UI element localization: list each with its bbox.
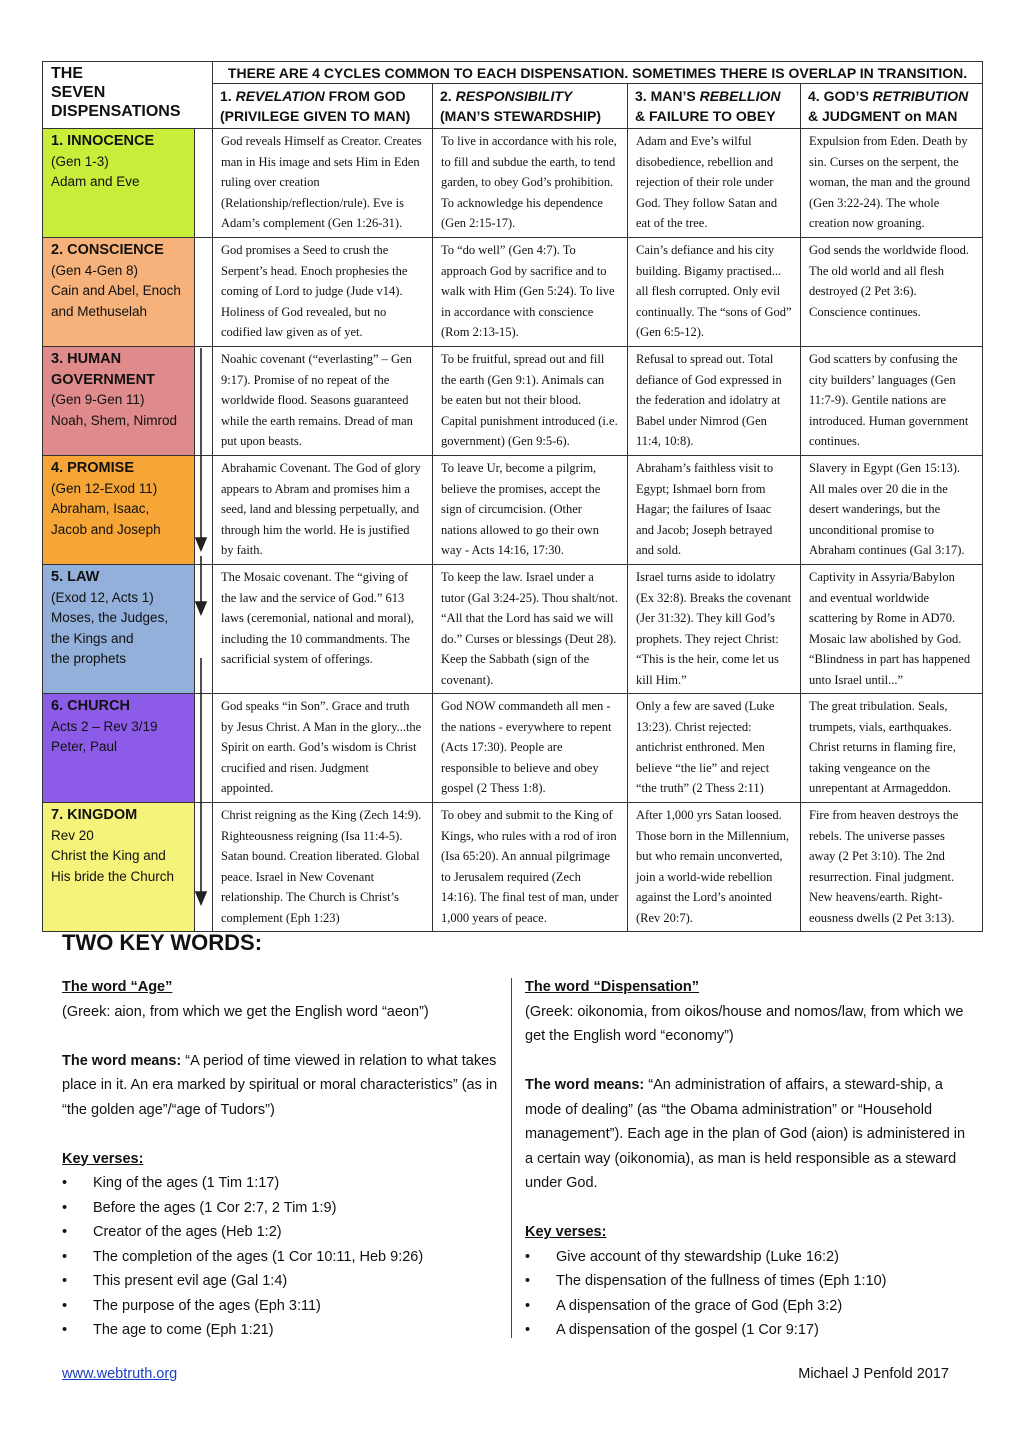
column-header-suffix: FROM GOD — [324, 88, 406, 104]
dispensation-detail: Noah, Shem, Nimrod — [51, 412, 178, 428]
dispensation-label — [43, 238, 195, 347]
dispensation-greek: (Greek: oikonomia, from oikos/house and nomos/law, from which we get the English word “economy”) — [525, 1003, 964, 1044]
dispensation-label — [43, 456, 195, 565]
arrow-head-1 — [196, 538, 206, 550]
column-header-title — [440, 86, 620, 106]
dispensation-name: 2. CONSCIENCE — [51, 242, 164, 258]
cycle-cell: The Mosaic covenant. The “giving of the law and the service of God.” 613 laws (ceremonial, national and moral), including the 10 commandments. The sacrificial system of offerings. — [213, 565, 433, 694]
table-corner-title — [43, 62, 213, 129]
dispensation-detail: Jacob and Joseph — [51, 521, 161, 537]
dispensation-row — [43, 694, 983, 803]
arrow-head-2 — [196, 602, 206, 614]
dispensation-label — [43, 347, 195, 456]
cycle-cell: To keep the law. Israel under a tutor (Gal 3:24-25). Thou shalt/not. “All that the Lord has said we will do.” Curses or blessings (Deut 28). Keep the Sabbath (sign of the covenant). — [433, 565, 628, 694]
key-verse-item: • The completion of the ages (1 Cor 10:11, Heb 9:26) — [62, 1245, 502, 1270]
dispensation-label — [43, 129, 195, 238]
dispensation-means — [525, 1073, 975, 1196]
dispensation-label — [43, 565, 195, 694]
arrow-gutter — [195, 238, 213, 347]
cycle-cell: Abrahamic Covenant. The God of glory appears to Abram and promises him a seed, land and blessing perpetually, and through him the world. He is justified by faith. — [213, 456, 433, 565]
website-link[interactable]: www.webtruth.org — [62, 1366, 178, 1382]
dispensation-detail: (Gen 4-Gen 8) — [51, 262, 139, 278]
column-header-3 — [628, 84, 801, 129]
column-header-keyword: RETRIBUTION — [872, 88, 969, 104]
cycle-cell: To leave Ur, become a pilgrim, believe the promises, accept the sign of circumcision. (Other nations allowed to go their own way - Acts 14:16, 17:30. — [433, 456, 628, 565]
dispensation-row — [43, 238, 983, 347]
column-header-keyword: REVELATION — [235, 88, 325, 104]
column-header-title — [808, 86, 975, 106]
dispensation-label — [43, 803, 195, 932]
dispensation-detail: Christ the King and — [51, 848, 166, 863]
corner-line-1: THE — [51, 65, 83, 82]
dispensation-detail: and Methuselah — [51, 303, 148, 319]
dispensation-row — [43, 347, 983, 456]
column-header-subtitle: (MAN’S STEWARDSHIP) — [440, 108, 601, 124]
dispensation-detail: the prophets — [51, 651, 127, 666]
cycle-cell: God scatters by confusing the city builders’ languages (Gen 11:7-9). Gentile nations are introduced. Human government continues. — [801, 347, 983, 456]
key-verse-item: • The age to come (Eph 1:21) — [62, 1318, 502, 1343]
dispensation-verses-list — [525, 1245, 975, 1343]
arrow-gutter — [195, 129, 213, 238]
cycle-cell: God NOW commandeth all men - the nations - everywhere to repent (Acts 17:30). People are responsible to believe and obey gospel (2 Thess 1:8). — [433, 694, 628, 803]
key-verse-item: • Give account of thy stewardship (Luke 16:2) — [525, 1245, 975, 1270]
cycle-cell: Expulsion from Eden. Death by sin. Curses on the serpent, the woman, the man and the ground (Gen 3:22-24). The whole creation now groaning. — [801, 129, 983, 238]
dispensation-detail: Acts 2 – Rev 3/19 — [51, 718, 158, 734]
cycle-cell: Only a few are saved (Luke 13:23). Christ rejected: antichrist enthroned. Men believe “the lie” and reject “the truth” (2 Thess 2:11) — [628, 694, 801, 803]
dispensation-name: 7. KINGDOM — [51, 807, 138, 823]
column-header-1 — [213, 84, 433, 129]
key-verse-item: • A dispensation of the gospel (1 Cor 9:17) — [525, 1318, 975, 1343]
column-header-subtitle: & JUDGMENT on MAN — [808, 108, 958, 124]
key-verse-item: • The dispensation of the fullness of times (Eph 1:10) — [525, 1269, 975, 1294]
dispensation-detail: Cain and Abel, Enoch — [51, 283, 181, 298]
dispensation-label — [43, 694, 195, 803]
dispensation-detail: His bride the Church — [51, 868, 175, 884]
key-verse-item: • The purpose of the ages (Eph 3:11) — [62, 1294, 502, 1319]
age-means-text: “A period of time viewed in relation to what takes place in it. An era marked by spiritual or moral characteristics” (as in “the golden age”/“age of Tudors”) — [62, 1052, 498, 1118]
dispensation-detail: Moses, the Judges, — [51, 610, 169, 625]
column-header-title — [635, 86, 793, 106]
cycle-cell: Fire from heaven destroys the rebels. The universe passes away (2 Pet 3:10). The 2nd resurrection. Final judgment. New heavens/earth. Right-eousness dwells (2 Pet 3:13). — [801, 803, 983, 932]
dispensation-name: 4. PROMISE — [51, 460, 134, 476]
cycle-cell: God sends the worldwide flood. The old world and all flesh destroyed (2 Pet 3:6). Conscience continues. — [801, 238, 983, 347]
dispensation-column — [525, 975, 975, 1343]
dispensation-detail: (Gen 9-Gen 11) — [51, 392, 145, 407]
dispensation-detail: Rev 20 — [51, 827, 94, 843]
dispensation-name: 6. CHURCH — [51, 698, 130, 714]
key-verse-item: • King of the ages (1 Tim 1:17) — [62, 1171, 502, 1196]
cycle-cell: Cain’s defiance and his city building. Bigamy practised... all flesh corrupted. Only evil continually. The “sons of God” (Gen 6:5-12). — [628, 238, 801, 347]
cycle-cell: To obey and submit to the King of Kings, who rules with a rod of iron (Isa 65:20). An annual pilgrimage to Jerusalem required (Zech 14:16). The final test of man, under 1,000 years of peace. — [433, 803, 628, 932]
cycle-cell: Refusal to spread out. Total defiance of God expressed in the federation and idolatry at Babel under Nimrod (Gen 11:4, 10:8). — [628, 347, 801, 456]
key-verse-item: • This present evil age (Gal 1:4) — [62, 1269, 502, 1294]
arrow-head-3 — [196, 892, 206, 904]
key-verse-item: • Before the ages (1 Cor 2:7, 2 Tim 1:9) — [62, 1196, 502, 1221]
corner-line-2: SEVEN — [51, 84, 106, 101]
cycle-cell: God promises a Seed to crush the Serpent’s head. Enoch prophesies the coming of Lord to judge (Jude v14). Holiness of God revealed, but no codified law given as of yet. — [213, 238, 433, 347]
dispensation-verses-label: Key verses: — [525, 1224, 607, 1240]
dispensation-heading: The word “Dispensation” — [525, 979, 700, 995]
age-means-label: The word means: — [62, 1052, 182, 1069]
column-header-subtitle: (PRIVILEGE GIVEN TO MAN) — [220, 108, 411, 124]
dispensation-name: 1. INNOCENCE — [51, 133, 155, 149]
cycle-cell: Christ reigning as the King (Zech 14:9). Righteousness reigning (Isa 11:4-5). Satan bound. Creation liberated. Global peace. Israel in New Covenant relationship. The Church is Christ’s complement (Eph 1:23) — [213, 803, 433, 932]
dispensation-row — [43, 565, 983, 694]
age-column — [62, 975, 502, 1343]
column-header-prefix: 2. — [440, 88, 456, 104]
cycle-cell: Israel turns aside to idolatry (Ex 32:8). Breaks the covenant (Jer 31:32). They kill God’s prophets. They reject Christ: “This is the heir, come let us kill Him.” — [628, 565, 801, 694]
age-verses-list — [62, 1171, 502, 1343]
column-header-4 — [801, 84, 983, 129]
dispensation-row — [43, 456, 983, 565]
column-header-keyword: REBELLION — [699, 88, 781, 104]
cycle-cell: To “do well” (Gen 4:7). To approach God by sacrifice and to walk with Him (Gen 5:24). To live in accordance with conscience (Rom 2:13-15). — [433, 238, 628, 347]
key-words-title: TWO KEY WORDS: — [62, 930, 263, 955]
cycle-cell: Captivity in Assyria/Babylon and eventual worldwide scattering by Rome in AD70. Mosaic law abolished by God. “Blindness in part has happened unto Israel until...” — [801, 565, 983, 694]
cycle-cell: Slavery in Egypt (Gen 15:13). All males over 20 die in the desert wanderings, but the unconditional promise to Abraham continues (Gal 3:17). — [801, 456, 983, 565]
dispensation-detail: (Gen 1-3) — [51, 153, 109, 169]
dispensation-row — [43, 129, 983, 238]
dispensation-detail: Peter, Paul — [51, 739, 118, 754]
author-credit: Michael J Penfold 2017 — [798, 1366, 949, 1382]
dispensations-table — [42, 61, 983, 932]
column-header-title — [220, 86, 425, 106]
dispensation-means-text: “An administration of affairs, a steward-ship, a mode of dealing” (as “the Obama administration” or “Household management”). Each age in the plan of God (aion) is administered in a certain way (oikonomia), as man is held responsible as a steward under God. — [525, 1077, 966, 1191]
column-divider — [511, 978, 512, 1338]
column-header-subtitle: & FAILURE TO OBEY — [635, 108, 776, 124]
column-header-2 — [433, 84, 628, 129]
column-header-prefix: 4. GOD’S — [808, 88, 873, 104]
column-header-prefix: 3. MAN’S — [635, 88, 700, 104]
dispensation-row — [43, 803, 983, 932]
dispensation-detail: (Gen 12-Exod 11) — [51, 480, 158, 496]
cycle-cell: Abraham’s faithless visit to Egypt; Ishmael born from Hagar; the failures of Isaac and Jacob; Joseph betrayed and sold. — [628, 456, 801, 565]
column-header-prefix: 1. — [220, 88, 236, 104]
cycle-cell: The great tribulation. Seals, trumpets, vials, earthquakes. Christ returns in flaming fire, taking vengeance on the unrepentant at Armageddon. — [801, 694, 983, 803]
cycle-cell: To live in accordance with his role, to fill and subdue the earth, to tend garden, to obey God’s prohibition. To acknowledge his dependence (Gen 2:15-17). — [433, 129, 628, 238]
column-header-keyword: RESPONSIBILITY — [455, 88, 573, 104]
dispensation-detail: Abraham, Isaac, — [51, 501, 150, 516]
age-verses-label: Key verses: — [62, 1150, 144, 1167]
cycle-cell: God speaks “in Son”. Grace and truth by Jesus Christ. A Man in the glory...the Spirit on earth. God’s wisdom is Christ crucified and risen. Judgment appointed. — [213, 694, 433, 803]
cycle-cell: Noahic covenant (“everlasting” – Gen 9:17). Promise of no repeat of the worldwide flood. Seasons guaranteed while the earth remains. Dread of man put upon beasts. — [213, 347, 433, 456]
key-verse-item: • Creator of the ages (Heb 1:2) — [62, 1220, 502, 1245]
cycle-cell: After 1,000 yrs Satan loosed. Those born in the Millennium, but who remain unconverted, join a world-wide rebellion against the Lord’s anointed (Rev 20:7). — [628, 803, 801, 932]
dispensation-name: 5. LAW — [51, 569, 100, 585]
age-means — [62, 1049, 502, 1123]
cycle-cell: God reveals Himself as Creator. Creates man in His image and sets Him in Eden ruling over creation (Relationship/reflection/rule). Eve is Adam’s complement (Gen 1:26-31). — [213, 129, 433, 238]
transition-arrows — [190, 346, 212, 906]
cycle-cell: To be fruitful, spread out and fill the earth (Gen 9:1). Animals can be eaten but not their blood. Capital punishment introduced (i.e. government) (Gen 9:5-6). — [433, 347, 628, 456]
dispensation-detail: Adam and Eve — [51, 174, 140, 189]
key-verse-item: • A dispensation of the grace of God (Eph 3:2) — [525, 1294, 975, 1319]
dispensation-means-label: The word means: — [525, 1077, 645, 1093]
age-heading: The word “Age” — [62, 979, 173, 995]
cycle-cell: Adam and Eve’s wilful disobedience, rebellion and rejection of their role under God. They follow Satan and eat of the tree. — [628, 129, 801, 238]
dispensation-name: 3. HUMAN GOVERNMENT — [51, 351, 155, 388]
cycles-header: THERE ARE 4 CYCLES COMMON TO EACH DISPENSATION. SOMETIMES THERE IS OVERLAP IN TRANSITION. — [213, 62, 983, 84]
dispensation-detail: (Exod 12, Acts 1) — [51, 589, 154, 605]
corner-line-3: DISPENSATIONS — [51, 103, 181, 120]
dispensation-detail: the Kings and — [51, 630, 134, 646]
age-greek: (Greek: aion, from which we get the English word “aeon”) — [62, 1003, 429, 1020]
